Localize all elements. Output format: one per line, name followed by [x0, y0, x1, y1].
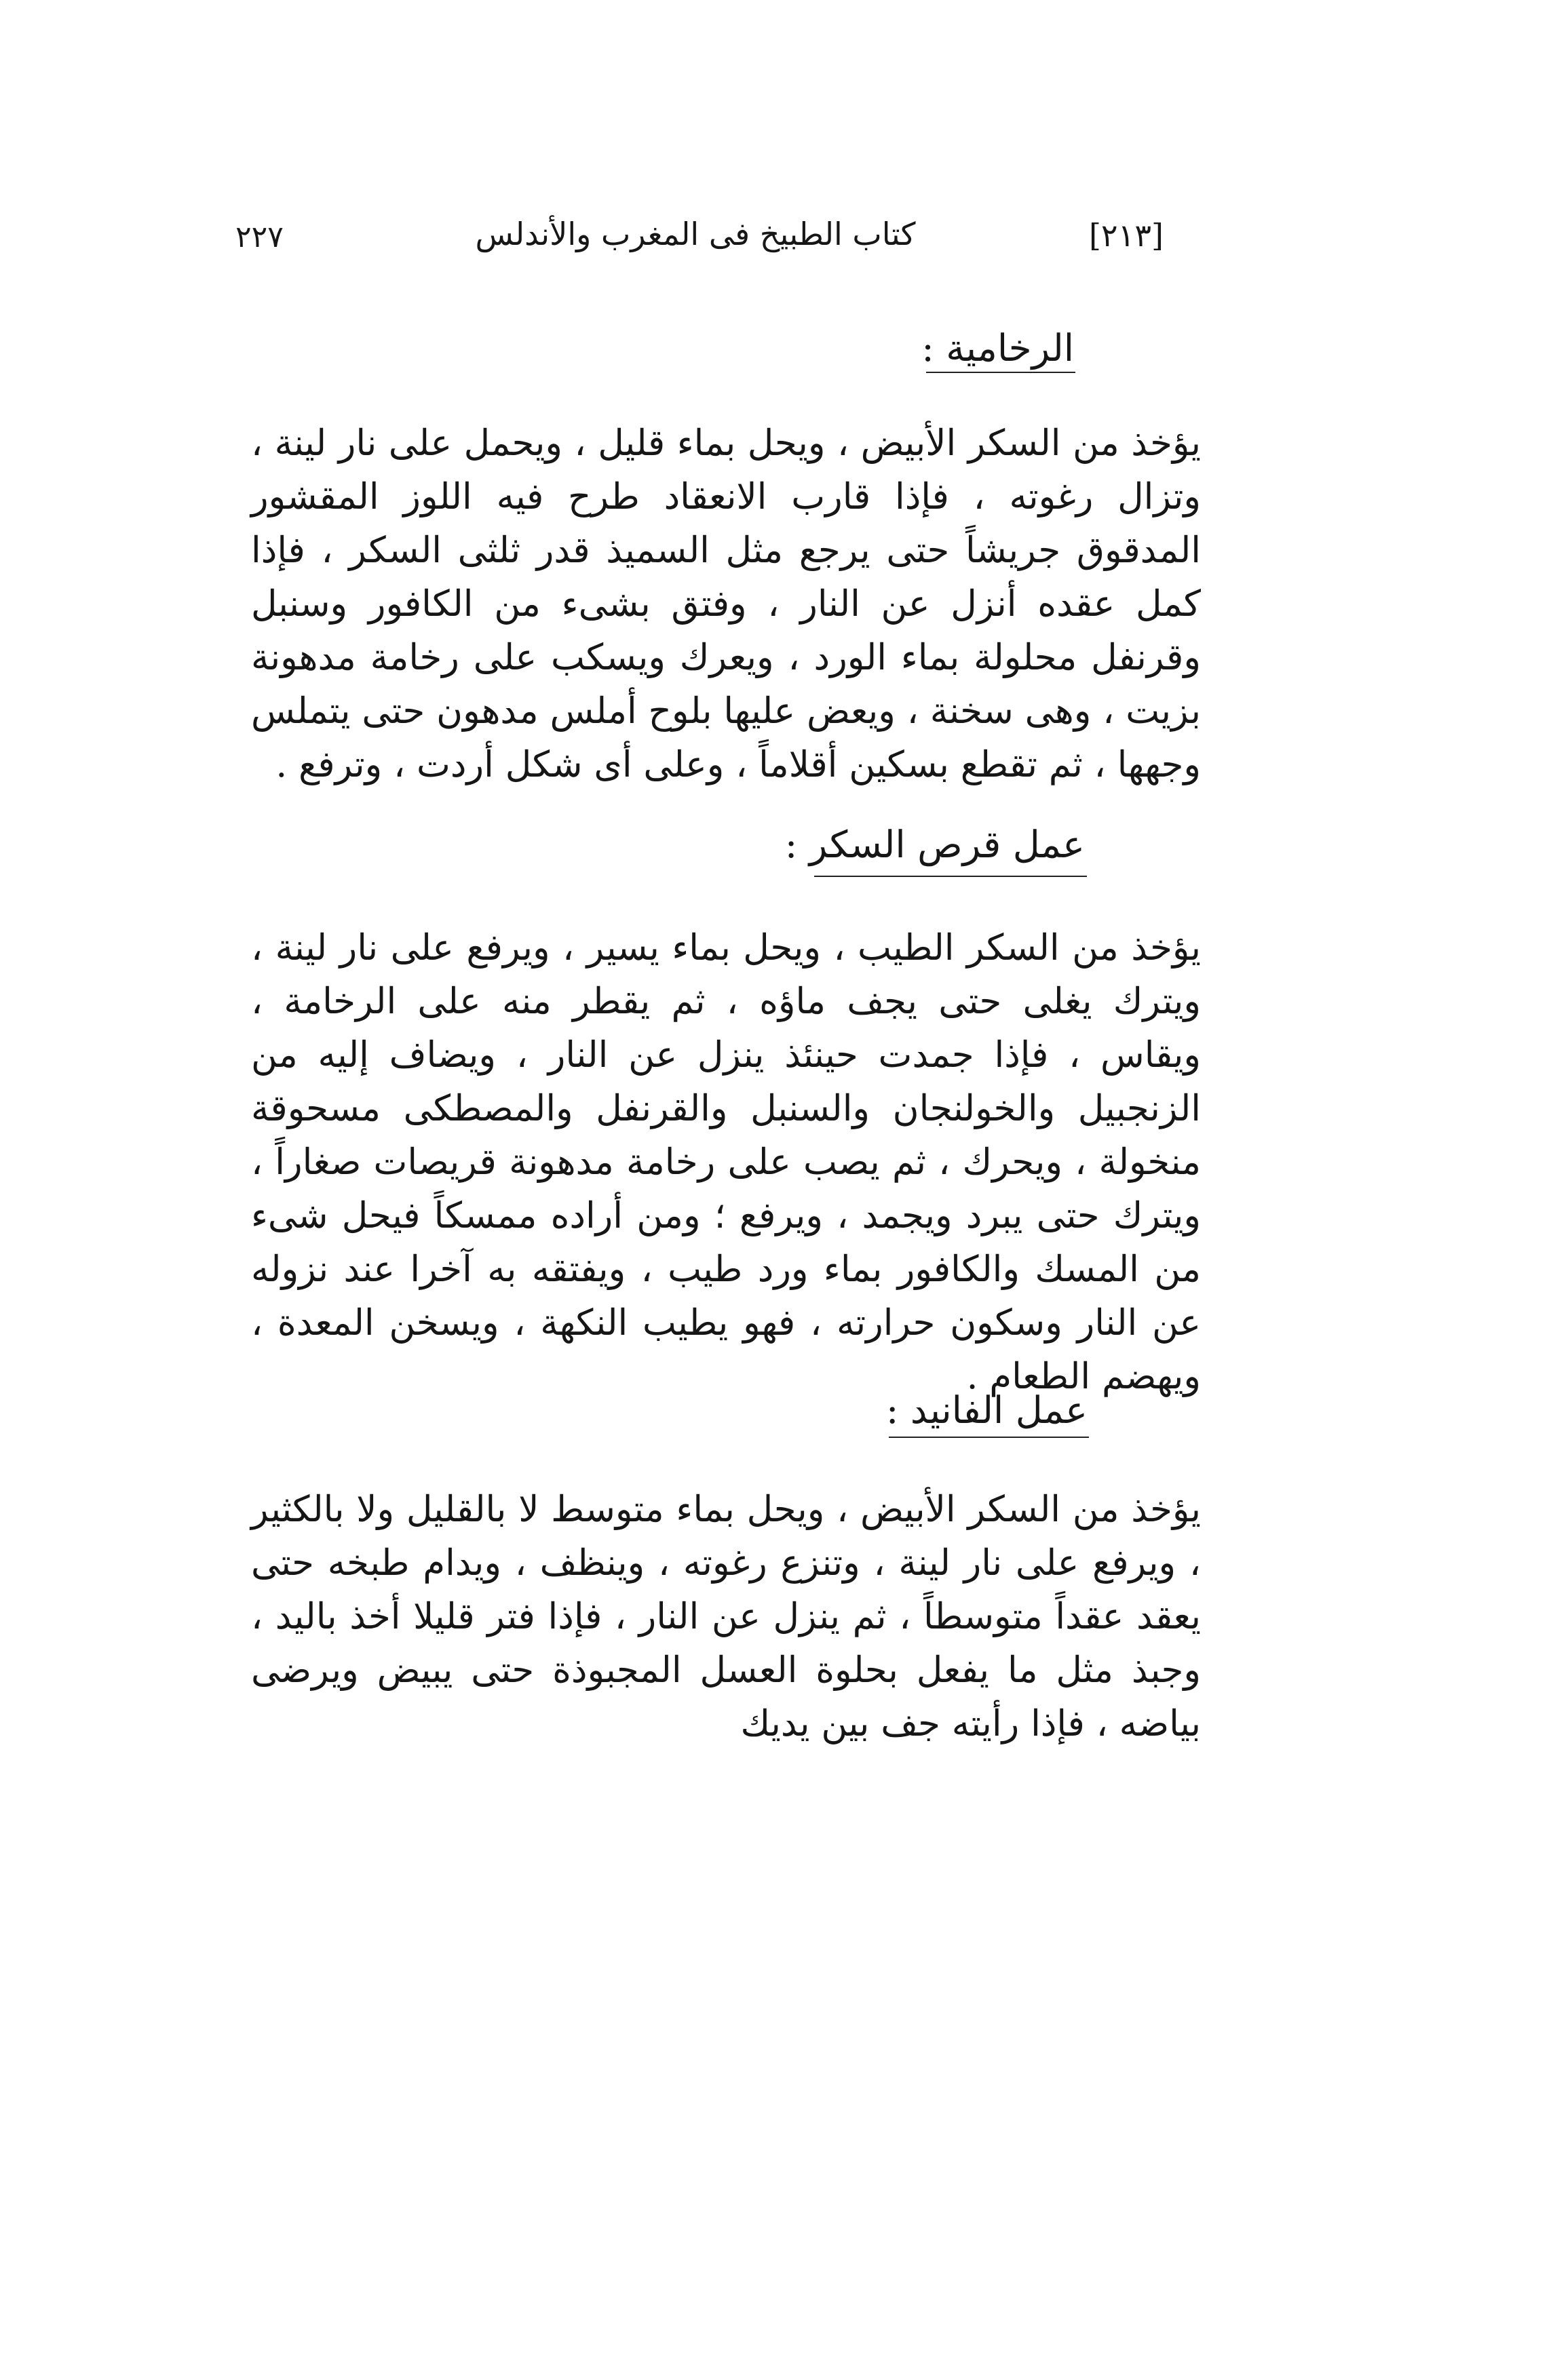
paragraph: يؤخذ من السكر الأبيض ، ويحل بماء متوسط لا بالقليل ولا بالكثير ، ويرفع على نار لينة ، وتنزع رغوته ، وينظف ، ويدام طبخه حتى يعقد عقداً متوسطاً ، ثم ينزل عن النار ، فإذا فتر قليلا أخذ باليد ، وجبذ مثل ما يفعل بحلوة العسل المجبوذة حتى يبيض ويرضى بياضه ، فإذا رأيته جف بين يديك [251, 1489, 1201, 1744]
heading-underline [926, 372, 1075, 373]
section-body-fanid [251, 1483, 1201, 1751]
running-title: كتاب الطبيخ فى المغرب والأندلس [475, 216, 916, 252]
paragraph: يؤخذ من السكر الطيب ، ويحل بماء يسير ، ويرفع على نار لينة ، ويترك يغلى حتى يجف ماؤه ، ثم يقطر منه على الرخامة ، ويقاس ، فإذا جمدت حينئذ ينزل عن النار ، ويضاف إليه من الزنجبيل والخولنجان والسنبل والقرنفل والمصطكى مسحوقة منخولة ، ويحرك ، ثم يصب على رخامة مدهونة قريصات صغاراً ، ويترك حتى يبرد ويجمد ، ويرفع ؛ ومن أراده ممسكاً فيحل شىء من المسك والكافور بماء ورد طيب ، ويفتقه به آخرا عند نزوله عن النار وسكون حرارته ، فهو يطيب النكهة ، ويسخن المعدة ، ويهضم الطعام . [251, 927, 1201, 1397]
original-page-number: [٢١٣] [1088, 217, 1164, 254]
section-heading-rukhamiya: الرخامية : [921, 326, 1074, 370]
section-body-rukhamiya [251, 416, 1201, 792]
heading-underline [814, 876, 1087, 877]
page-number: ٢٢٧ [235, 220, 284, 254]
section-body-sugar-discs [251, 921, 1201, 1403]
running-header [227, 216, 1164, 270]
section-heading-sugar-discs: عمل قرص السكر : [784, 823, 1085, 866]
paragraph: يؤخذ من السكر الأبيض ، ويحل بماء قليل ، ويحمل على نار لينة ، وتزال رغوته ، فإذا قارب الانعقاد طرح فيه اللوز المقشور المدقوق جريشاً حتى يرجع مثل السميذ قدر ثلثى السكر ، فإذا كمل عقده أنزل عن النار ، وفتق بشىء من الكافور وسنبل وقرنفل محلولة بماء الورد ، ويعرك ويسكب على رخامة مدهونة بزيت ، وهى سخنة ، ويعض عليها بلوح أملس مدهون حتى يتملس وجهها ، ثم تقطع بسكين أقلاماً ، وعلى أى شكل أردت ، وترفع . [251, 423, 1201, 785]
heading-underline [889, 1437, 1089, 1438]
section-heading-fanid: عمل الفانيد : [885, 1388, 1088, 1432]
